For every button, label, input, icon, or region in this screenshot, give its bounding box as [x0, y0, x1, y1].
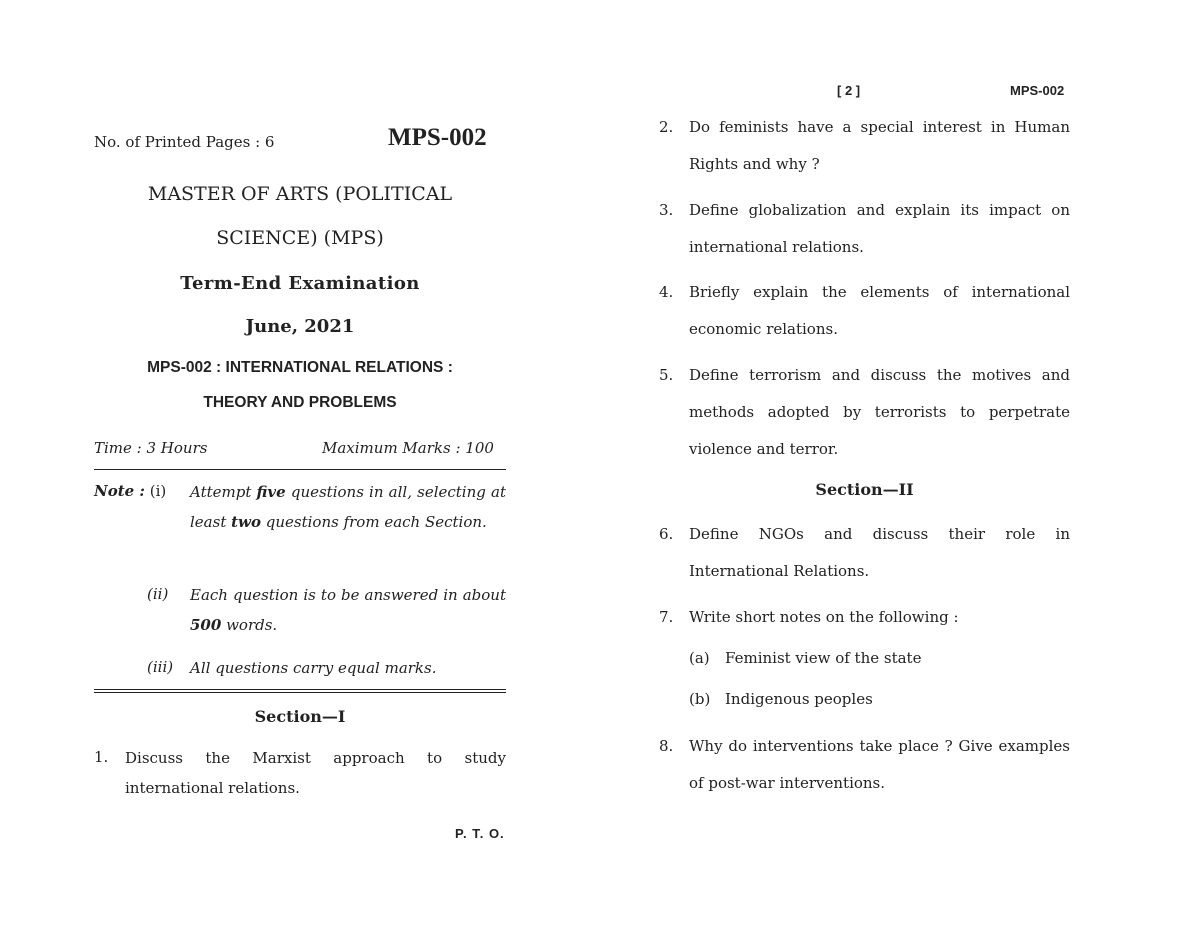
maximum-marks: Maximum Marks : 100: [322, 439, 494, 457]
page-number: [ 2 ]: [837, 83, 861, 98]
question-number: 7.: [659, 608, 674, 626]
subpart-text: Indigenous peoples: [725, 690, 873, 708]
question-number: 6.: [659, 525, 674, 543]
double-divider: [94, 689, 506, 693]
please-turn-over: P. T. O.: [455, 826, 505, 841]
section-heading: Section—I: [254, 707, 346, 726]
paper-code: MPS-002: [388, 124, 487, 151]
question-text: Do feminists have a special interest in Human Rights and why ?: [689, 118, 1070, 173]
note-2: Each question is to be answered in about 500 words.: [190, 586, 506, 634]
section-heading: Section—II: [815, 480, 914, 499]
question-text: Define globalization and explain its impact on international relations.: [689, 201, 1070, 256]
note-1: Attempt five questions in all, selecting at least two questions from each Section.: [190, 483, 506, 531]
programme-title-line2: SCIENCE) (MPS): [216, 227, 384, 249]
question-text: Discuss the Marxist approach to study international relations.: [125, 749, 506, 797]
subpart-label: (a): [689, 649, 710, 667]
note-3: All questions carry equal marks.: [190, 659, 437, 677]
question-number: 8.: [659, 737, 674, 755]
right-page: [600, 0, 1200, 927]
note-label: Note : (i): [94, 482, 167, 500]
note-3-number: (iii): [147, 658, 174, 676]
exam-duration: Time : 3 Hours: [94, 439, 208, 457]
question-number: 5.: [659, 366, 674, 384]
subject-title-line2: THEORY AND PROBLEMS: [203, 394, 397, 411]
subpart-label: (b): [689, 690, 711, 708]
note-2-number: (ii): [147, 585, 169, 603]
paper-code-header: MPS-002: [1010, 83, 1065, 98]
subpart-text: Feminist view of the state: [725, 649, 922, 667]
question-text: Define NGOs and discuss their role in International Relations.: [689, 525, 1070, 580]
question-number: 1.: [94, 748, 109, 766]
programme-title-line1: MASTER OF ARTS (POLITICAL: [147, 183, 453, 205]
question-number: 3.: [659, 201, 674, 219]
subject-title-line1: MPS-002 : INTERNATIONAL RELATIONS :: [147, 359, 453, 376]
note-1-number: (i): [149, 482, 167, 500]
question-number: 4.: [659, 283, 674, 301]
question-text: Briefly explain the elements of international economic relations.: [689, 283, 1070, 338]
question-number: 2.: [659, 118, 674, 136]
exam-name: Term-End Examination: [180, 273, 420, 294]
question-text: Why do interventions take place ? Give examples of post-war interventions.: [689, 737, 1070, 792]
printed-pages-count: No. of Printed Pages : 6: [94, 133, 275, 151]
exam-date: June, 2021: [245, 316, 355, 337]
divider: [94, 469, 506, 470]
question-text: Define terrorism and discuss the motives and methods adopted by terrorists to perpetrate violence and terror.: [689, 366, 1070, 458]
question-text: Write short notes on the following :: [689, 608, 959, 626]
